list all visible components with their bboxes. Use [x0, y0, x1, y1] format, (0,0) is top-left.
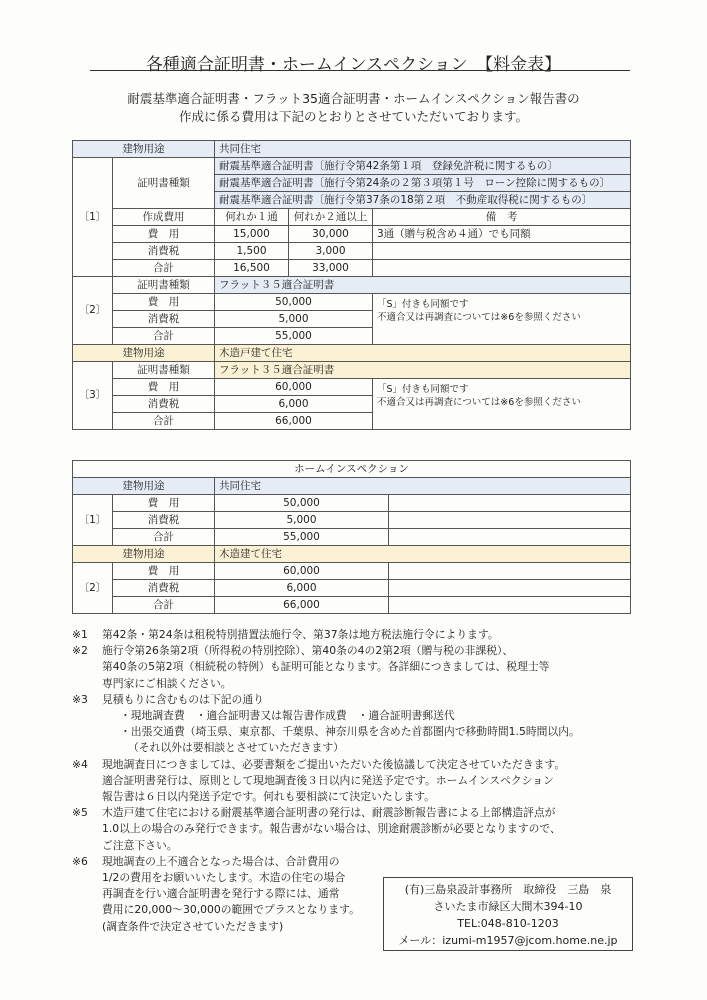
- total-value: 55,000: [215, 529, 389, 546]
- table-row: [73, 580, 631, 597]
- total-label: 合計: [113, 413, 215, 430]
- cert-type-value: 耐震基準適合証明書〔施行令第24条の２第３項第１号 ローン控除に関するもの〕: [215, 175, 631, 192]
- table-row: [73, 478, 631, 495]
- table-row: [73, 277, 631, 294]
- remarks-line: 不適合又は再調査については※6を参照ください: [377, 397, 581, 408]
- note-text: 施行令第26条第2項（所得税の特別控除）、第40条の4の2第2項（贈与税の非課税）、: [102, 644, 514, 658]
- inspection-header: ホームインスペクション: [73, 461, 631, 478]
- note-text: 木造戸建て住宅における耐震基準適合証明書の発行は、耐震診断報告書による上部構造評点が: [102, 806, 556, 820]
- remarks-line: 「S」付きも同額です: [377, 384, 469, 395]
- section-number: 〔1〕: [73, 158, 113, 277]
- total-label: 合計: [113, 529, 215, 546]
- fee-value: 60,000: [215, 563, 389, 580]
- note-text: 現地調査日につきましては、必要書類をご提出いただいた後協議して決定させていただきます。: [102, 757, 566, 771]
- tax-label: 消費税: [113, 311, 215, 328]
- cert-type-value: フラット３５適合証明書: [215, 277, 631, 294]
- fee-label: 費 用: [113, 294, 215, 311]
- remarks-empty: [389, 597, 631, 614]
- table-row: [73, 546, 631, 563]
- intro-text: [0, 90, 707, 126]
- contact-box: [383, 877, 633, 951]
- tax-value: 3,000: [289, 243, 373, 260]
- remarks-empty: [373, 243, 631, 260]
- tax-value: 5,000: [215, 311, 373, 328]
- note-3: [72, 692, 642, 708]
- building-use-value: 共同住宅: [215, 478, 631, 495]
- remarks-empty: [389, 529, 631, 546]
- table-row: [73, 597, 631, 614]
- certificate-fee-table: [72, 140, 631, 430]
- table-row: [73, 209, 631, 226]
- section-number: 〔3〕: [73, 362, 113, 430]
- total-value: 33,000: [289, 260, 373, 277]
- table-row: [73, 158, 631, 175]
- cert-type-label: 証明書種類: [113, 277, 215, 294]
- total-label: 合計: [113, 260, 215, 277]
- table-row: [73, 495, 631, 512]
- note-mark: ※6: [72, 854, 88, 868]
- table-row: [73, 260, 631, 277]
- company-address: さいたま市緑区大間木394-10: [433, 900, 583, 913]
- note-text: 報告書は６日以内発送予定です。何れも要相談にて決定いたします。: [102, 790, 435, 804]
- cert-type-value: 耐震基準適合証明書〔施行令第42条第１項 登録免許税に関するもの〕: [215, 158, 631, 175]
- note-text: 第42条・第24条は租税特別措置法施行令、第37条は地方税法施行令によります。: [102, 628, 499, 641]
- note-mark: ※5: [72, 806, 88, 820]
- note-text: 現地調査の上不適合となった場合は、合計費用の: [102, 854, 340, 868]
- building-use-value: 共同住宅: [215, 141, 631, 158]
- fee-value: 30,000: [289, 226, 373, 243]
- table-row: [73, 461, 631, 478]
- note-4: [72, 757, 642, 806]
- note-text: 1.0以上の場合のみ発行できます。報告書がない場合は、別途耐震診断が必要となりますので、: [102, 822, 561, 836]
- note-text: 再調査を行い適合証明書を発行する際には、通常: [102, 887, 340, 901]
- remarks-line: 「S」付きも同額です: [377, 299, 469, 310]
- remarks-empty: [389, 563, 631, 580]
- remarks-note: [373, 379, 631, 430]
- tax-label: 消費税: [113, 243, 215, 260]
- tax-value: 6,000: [215, 396, 373, 413]
- cert-type-label: 証明書種類: [113, 362, 215, 379]
- note-text: 費用に20,000～30,000の範囲でプラスとなります。: [102, 903, 360, 917]
- cert-type-label: 証明書種類: [113, 158, 215, 209]
- fee-value: 50,000: [215, 495, 389, 512]
- company-email[interactable]: メール：izumi-m1957@jcom.home.ne.jp: [398, 934, 618, 947]
- table-row: [73, 243, 631, 260]
- table-row: [73, 294, 631, 311]
- tax-label: 消費税: [113, 396, 215, 413]
- note-text: 1/2の費用をお願いいたします。木造の住宅の場合: [102, 871, 346, 885]
- page-title: 各種適合証明書・ホームインスペクション 【料金表】: [145, 55, 562, 75]
- fee-value: 50,000: [215, 294, 373, 311]
- total-label: 合計: [113, 597, 215, 614]
- note-1: [72, 627, 642, 643]
- building-use-value: 木造建て住宅: [215, 546, 631, 563]
- building-use-value: 木造戸建て住宅: [215, 345, 631, 362]
- cert-type-value: フラット３５適合証明書: [215, 362, 631, 379]
- remarks-empty: [389, 495, 631, 512]
- column-head: 何れか２通以上: [289, 209, 373, 226]
- fee-label: 費 用: [113, 495, 215, 512]
- company-tel: TEL:048-810-1203: [457, 917, 559, 930]
- tax-value: 6,000: [215, 580, 389, 597]
- section-number: 〔1〕: [73, 495, 113, 546]
- section-number: 〔2〕: [73, 563, 113, 614]
- table-row: [73, 226, 631, 243]
- total-label: 合計: [113, 328, 215, 345]
- total-value: 55,000: [215, 328, 373, 345]
- column-head: 何れか１通: [215, 209, 289, 226]
- table-row: [73, 563, 631, 580]
- remarks-head: 備 考: [373, 209, 631, 226]
- note-mark: ※3: [72, 692, 88, 706]
- note-5: [72, 805, 642, 854]
- note-mark: ※4: [72, 757, 88, 771]
- note-text: ・現地調査費 ・適合証明書又は報告書作成費 ・適合証明書郵送代: [120, 709, 455, 723]
- total-value: 66,000: [215, 597, 389, 614]
- building-use-label: 建物用途: [73, 478, 215, 495]
- note-text: ・出張交通費（埼玉県、東京都、千葉県、神奈川県を含めた首都圏内で移動時間1.5時間以内。: [120, 725, 580, 739]
- remarks-note: [373, 294, 631, 345]
- table-row: [73, 529, 631, 546]
- remarks-empty: [389, 512, 631, 529]
- company-name: (有)三島泉設計事務所 取締役 三島 泉: [404, 883, 612, 896]
- remarks-empty: [389, 580, 631, 597]
- fee-label: 費 用: [113, 379, 215, 396]
- building-use-label: 建物用途: [73, 141, 215, 158]
- note-text: （それ以外は要相談とさせていただきます）: [128, 741, 344, 755]
- tax-value: 5,000: [215, 512, 389, 529]
- section-number: 〔2〕: [73, 277, 113, 345]
- note-2: [72, 643, 642, 692]
- fee-label: 費 用: [113, 226, 215, 243]
- title-underline: [90, 70, 630, 71]
- table-row: [73, 345, 631, 362]
- fee-value: 15,000: [215, 226, 289, 243]
- intro-line: 耐震基準適合証明書・フラット35適合証明書・ホームインスペクション報告書の: [127, 91, 580, 106]
- table-row: [73, 141, 631, 158]
- intro-line: 作成に係る費用は下記のとおりとさせていただいております。: [178, 109, 528, 124]
- total-value: 16,500: [215, 260, 289, 277]
- fee-head-label: 作成費用: [113, 209, 215, 226]
- note-text: (調査条件で決定させていただきます): [102, 919, 284, 933]
- fee-label: 費 用: [113, 563, 215, 580]
- table-row: [73, 512, 631, 529]
- table-row: [73, 379, 631, 396]
- note-text: 専門家にご相談ください。: [102, 676, 232, 690]
- tax-label: 消費税: [113, 512, 215, 529]
- note-text: 見積もりに含むものは下記の通り: [102, 692, 264, 706]
- remarks-line: 不適合又は再調査については※6を参照ください: [377, 312, 581, 323]
- note-mark: ※2: [72, 644, 88, 658]
- note-text: 適合証明書発行は、原則として現地調査後３日以内に発送予定です。ホームインスペクション: [102, 773, 554, 787]
- note-text: 第40条の5第2項（相続税の特例）も証明可能となります。各詳細につきましては、税理士等: [102, 660, 550, 674]
- building-use-label: 建物用途: [73, 345, 215, 362]
- home-inspection-table: [72, 460, 631, 614]
- total-value: 66,000: [215, 413, 373, 430]
- remarks-empty: [373, 260, 631, 277]
- remarks-value: 3通（贈与税含め４通）でも同額: [373, 226, 631, 243]
- note-text: ご注意下さい。: [102, 838, 178, 852]
- note-mark: ※1: [72, 628, 88, 641]
- tax-value: 1,500: [215, 243, 289, 260]
- building-use-label: 建物用途: [73, 546, 215, 563]
- cert-type-value: 耐震基準適合証明書〔施行令第37条の18第２項 不動産取得税に関するもの〕: [215, 192, 631, 209]
- table-row: [73, 362, 631, 379]
- fee-value: 60,000: [215, 379, 373, 396]
- tax-label: 消費税: [113, 580, 215, 597]
